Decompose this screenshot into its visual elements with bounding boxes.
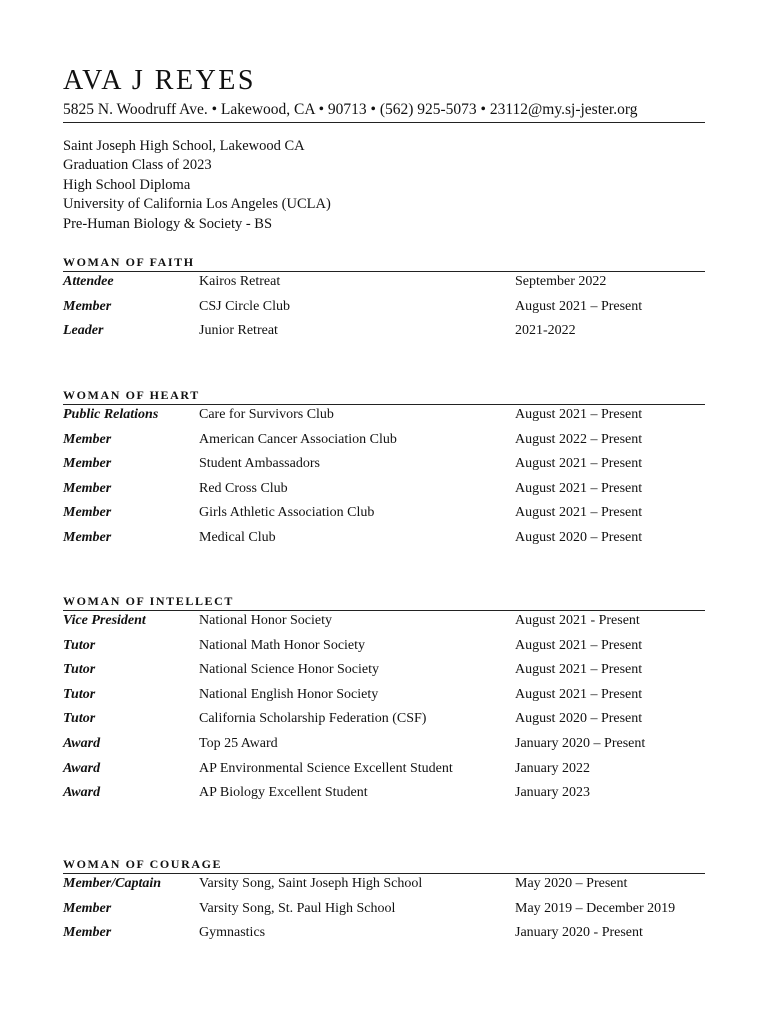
activity-name: AP Biology Excellent Student	[199, 785, 368, 801]
activity-date: September 2022	[515, 274, 607, 289]
activity-date: August 2020 – Present	[515, 529, 643, 545]
activity-role: Award	[63, 785, 101, 801]
activity-row	[63, 899, 705, 924]
section-woman-of-intellect	[63, 593, 705, 808]
university-name: University of California Los Angeles (UCLA)	[63, 196, 331, 213]
activity-role: Public Relations	[63, 407, 159, 422]
activity-name: Red Cross Club	[199, 480, 288, 496]
activity-role: Award	[63, 760, 101, 776]
activity-row	[63, 297, 705, 322]
activity-row	[63, 783, 705, 808]
activity-name: Junior Retreat	[199, 323, 278, 339]
applicant-name: AVA J REYES	[63, 65, 256, 96]
activity-row	[63, 611, 705, 636]
section-title: WOMAN OF INTELLECT	[63, 594, 235, 608]
activity-row	[63, 405, 705, 430]
section-title: WOMAN OF HEART	[63, 388, 200, 402]
activity-role: Member	[63, 456, 112, 472]
activity-row	[63, 685, 705, 710]
section-woman-of-faith	[63, 254, 705, 346]
education-block	[63, 137, 331, 234]
section-title: WOMAN OF FAITH	[63, 255, 195, 269]
activity-row	[63, 636, 705, 661]
activity-name: Varsity Song, St. Paul High School	[199, 900, 396, 916]
activity-date: August 2021 – Present	[515, 637, 643, 653]
activity-date: August 2021 – Present	[515, 686, 643, 702]
diploma: High School Diploma	[63, 176, 191, 193]
graduation-class: Graduation Class of 2023	[63, 157, 212, 174]
activity-role: Vice President	[63, 613, 146, 628]
activity-role: Award	[63, 735, 101, 751]
activity-role: Member	[63, 431, 112, 447]
activity-role: Member	[63, 900, 112, 916]
activity-row	[63, 660, 705, 685]
activity-name: Varsity Song, Saint Joseph High School	[199, 876, 423, 891]
activity-name: Medical Club	[199, 529, 276, 545]
activity-name: National English Honor Society	[199, 686, 379, 702]
activity-date: August 2021 – Present	[515, 456, 643, 472]
activity-date: August 2021 – Present	[515, 505, 643, 521]
activity-name: CSJ Circle Club	[199, 298, 291, 314]
activity-row	[63, 321, 705, 346]
activity-name: National Math Honor Society	[199, 637, 366, 653]
activity-role: Member	[63, 480, 112, 496]
activity-row	[63, 454, 705, 479]
section-title: WOMAN OF COURAGE	[63, 857, 223, 871]
activity-date: January 2022	[515, 760, 591, 776]
activity-date: August 2021 – Present	[515, 298, 643, 314]
activity-name: California Scholarship Federation (CSF)	[199, 711, 427, 727]
activity-role: Tutor	[63, 711, 96, 727]
activity-name: Girls Athletic Association Club	[199, 505, 375, 521]
activity-row	[63, 734, 705, 759]
activity-date: May 2019 – December 2019	[515, 900, 676, 916]
activity-date: August 2022 – Present	[515, 431, 643, 447]
activity-row	[63, 874, 705, 899]
activity-date: August 2020 – Present	[515, 711, 643, 727]
activity-date: January 2020 – Present	[515, 735, 646, 751]
activity-date: January 2020 - Present	[515, 925, 643, 941]
activity-name: AP Environmental Science Excellent Student	[199, 760, 453, 776]
activity-name: Care for Survivors Club	[199, 407, 334, 422]
activity-name: National Honor Society	[199, 613, 332, 628]
activity-row	[63, 709, 705, 734]
activity-date: August 2021 - Present	[515, 613, 640, 628]
activity-date: January 2023	[515, 785, 591, 801]
section-woman-of-courage	[63, 856, 705, 948]
activity-role: Tutor	[63, 637, 96, 653]
activity-date: August 2021 – Present	[515, 407, 643, 422]
activity-row	[63, 430, 705, 455]
activity-row	[63, 923, 705, 948]
activity-role: Member	[63, 529, 112, 545]
activity-role: Member	[63, 925, 112, 941]
activity-row	[63, 479, 705, 504]
activity-date: May 2020 – Present	[515, 876, 628, 891]
activity-name: Top 25 Award	[199, 735, 278, 751]
activity-role: Member/Captain	[63, 876, 162, 891]
activity-name: Student Ambassadors	[199, 456, 320, 472]
activity-role: Leader	[63, 323, 104, 339]
activity-date: August 2021 – Present	[515, 662, 643, 678]
activity-row	[63, 528, 705, 553]
activity-name: Kairos Retreat	[199, 274, 281, 289]
activity-role: Tutor	[63, 662, 96, 678]
activity-role: Member	[63, 298, 112, 314]
section-woman-of-heart	[63, 387, 705, 553]
intended-major: Pre-Human Biology & Society - BS	[63, 215, 273, 232]
activity-role: Member	[63, 505, 112, 521]
activity-date: 2021-2022	[515, 323, 576, 339]
activity-name: American Cancer Association Club	[199, 431, 397, 447]
contact-line: 5825 N. Woodruff Ave. • Lakewood, CA • 90713 • (562) 925-5073 • 23112@my.sj-jester.org	[63, 101, 638, 118]
activity-role: Attendee	[63, 274, 114, 289]
header-divider	[63, 122, 705, 123]
school-name: Saint Joseph High School, Lakewood CA	[63, 138, 305, 154]
activity-name: Gymnastics	[199, 925, 266, 941]
activity-row	[63, 272, 705, 297]
activity-role: Tutor	[63, 686, 96, 702]
activity-name: National Science Honor Society	[199, 662, 380, 678]
activity-row	[63, 759, 705, 784]
activity-date: August 2021 – Present	[515, 480, 643, 496]
activity-row	[63, 503, 705, 528]
